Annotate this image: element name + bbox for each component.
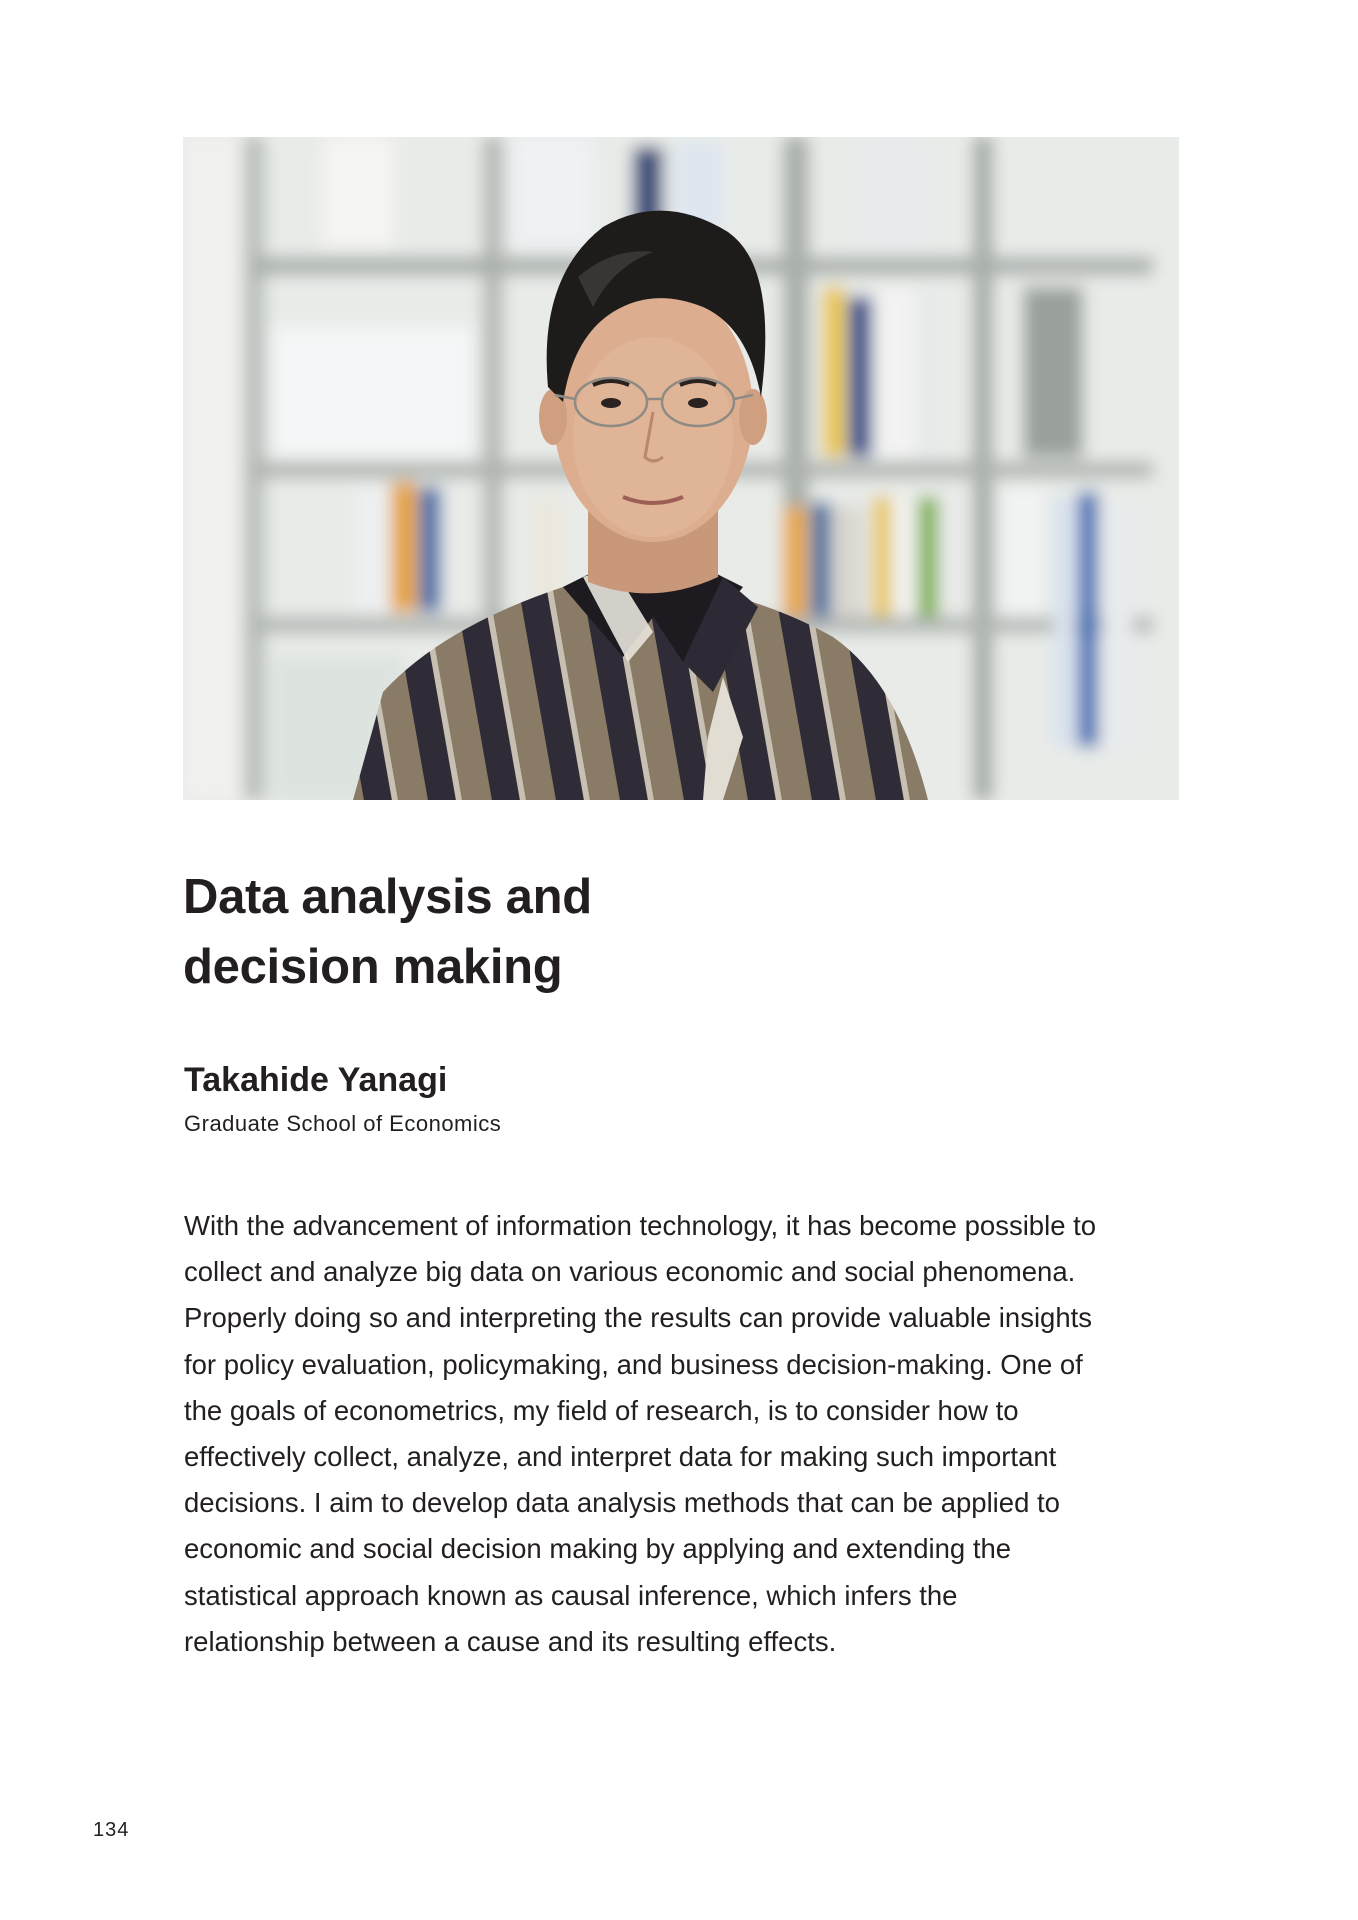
body-line: relationship between a cause and its resulting effects.	[184, 1625, 837, 1657]
body-line: Properly doing so and interpreting the results can provide valuable insights	[184, 1302, 1093, 1334]
body-line: With the advancement of information technology, it has become possible to	[184, 1210, 1097, 1241]
body-line: economic and social decision making by applying and extending the	[184, 1533, 1012, 1565]
body-line: effectively collect, analyze, and interpret data for making such important	[184, 1441, 1057, 1473]
body-line: decisions. I aim to develop data analysis methods that can be applied to	[184, 1487, 1060, 1519]
article-title	[183, 862, 1083, 1002]
body-line: for policy evaluation, policymaking, and business decision-making. One of	[184, 1348, 1083, 1380]
body-line: collect and analyze big data on various economic and social phenomena.	[184, 1256, 1076, 1288]
author-affiliation: Graduate School of Economics	[184, 1111, 502, 1136]
body-line: the goals of econometrics, my field of research, is to consider how to	[184, 1394, 1019, 1426]
page-number: 134	[93, 1819, 130, 1841]
portrait-photo	[183, 137, 1179, 800]
title-line-2: decision making	[183, 940, 563, 994]
title-line-1: Data analysis and	[183, 870, 592, 924]
portrait-illustration	[183, 137, 1179, 800]
article-body	[184, 1203, 1184, 1665]
body-line: statistical approach known as causal inference, which infers the	[184, 1579, 958, 1611]
author-name: Takahide Yanagi	[184, 1061, 448, 1099]
